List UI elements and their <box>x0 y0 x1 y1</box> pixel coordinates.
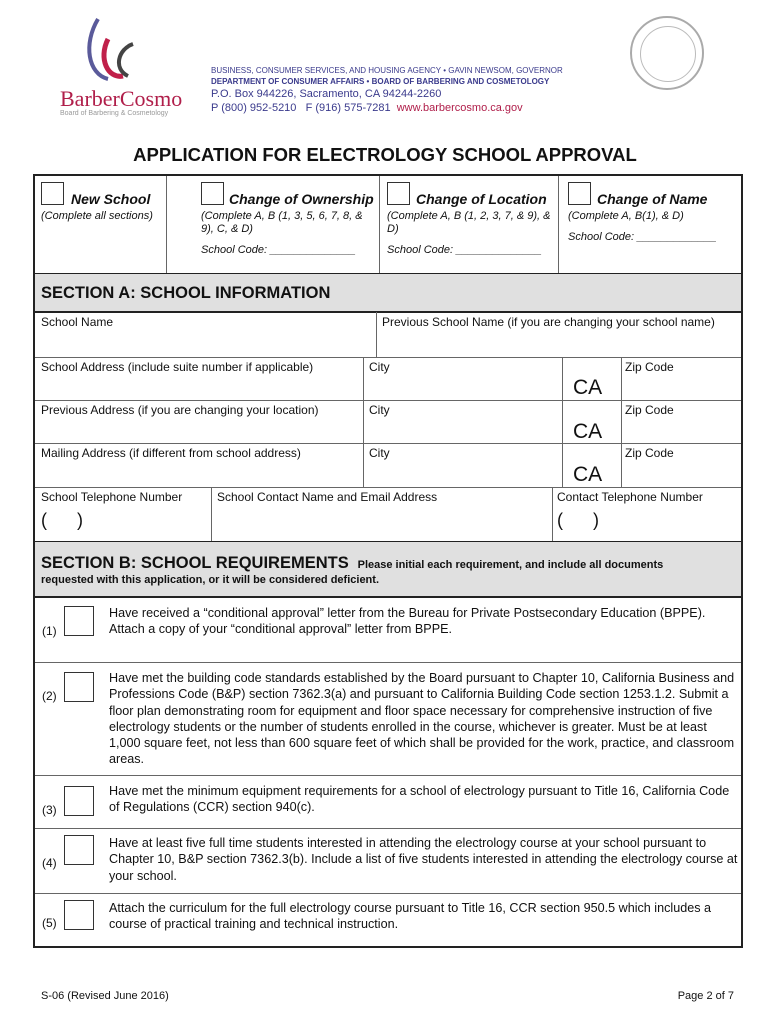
website-link[interactable]: www.barbercosmo.ca.gov <box>396 102 523 114</box>
section-b-header <box>41 554 663 573</box>
requirement-text: Have at least five full time students interested in attending the electrology course at your school pursuant to Chapter 10, B&P section 7362.3(b). Include a list of five students interested in attending the electrology course at your school. <box>109 836 738 883</box>
initial-box[interactable] <box>64 606 94 636</box>
change-ownership-checkbox[interactable] <box>201 182 224 205</box>
initial-box[interactable] <box>64 672 94 702</box>
option-note: (Complete A, B (1, 3, 5, 6, 7, 8, & 9), C, & D) <box>201 210 363 235</box>
requirement-text: Attach the curriculum for the full electrology course pursuant to Title 16, CCR section 950.5 which includes a course of practical training and technical instruction. <box>109 901 712 932</box>
state-value: CA <box>573 376 603 399</box>
logo-swirl-icon <box>78 14 148 84</box>
phone-area-code: ( ) <box>41 510 83 530</box>
requirement-item <box>35 663 741 775</box>
school-code-field[interactable]: School Code: _____________ <box>568 231 717 243</box>
previous-address-field[interactable]: Previous Address (if you are changing your location) <box>41 403 319 417</box>
section-b-note: Please initial each requirement, and include all documents <box>357 559 664 571</box>
new-school-checkbox[interactable] <box>41 182 64 205</box>
option-note: (Complete A, B(1), & D) <box>568 210 684 222</box>
school-code-field[interactable]: School Code: ______________ <box>201 244 356 256</box>
state-value: CA <box>573 420 603 443</box>
initial-box[interactable] <box>64 900 94 930</box>
contact-telephone-field[interactable]: Contact Telephone Number <box>557 490 703 504</box>
option-label: Change of Location <box>416 191 547 207</box>
requirement-number: (5) <box>42 916 57 930</box>
requirement-number: (2) <box>42 689 57 703</box>
zip-code-field[interactable]: Zip Code <box>625 360 674 374</box>
requirement-item <box>35 829 741 893</box>
phone-fax: P (800) 952-5210 F (916) 575-7281 <box>211 102 391 114</box>
mailing-address-field[interactable]: Mailing Address (if different from school address) <box>41 446 301 460</box>
zip-code-field[interactable]: Zip Code <box>625 403 674 417</box>
logo <box>78 14 148 84</box>
department-line: DEPARTMENT OF CONSUMER AFFAIRS • BOARD OF BARBERING AND COSMETOLOGY <box>211 77 550 86</box>
logo-text: BarberCosmo <box>60 86 183 111</box>
section-a-title: SECTION A: SCHOOL INFORMATION <box>41 284 331 302</box>
phone-line <box>211 101 563 115</box>
page-number: Page 2 of 7 <box>677 990 734 1002</box>
city-field[interactable]: City <box>369 403 390 417</box>
requirement-item <box>35 597 741 662</box>
address-line: P.O. Box 944226, Sacramento, CA 94244-2260 <box>211 88 442 100</box>
change-name-checkbox[interactable] <box>568 182 591 205</box>
previous-school-name-field[interactable]: Previous School Name (if you are changing your school name) <box>382 315 715 329</box>
city-field[interactable]: City <box>369 446 390 460</box>
option-label: Change of Name <box>597 191 708 207</box>
zip-code-field[interactable]: Zip Code <box>625 446 674 460</box>
requirement-text: Have met the building code standards established by the Board pursuant to Chapter 10, California Business and Professions Code (B&P) section 7362.3(a) and pursuant to California Building Code section 1253.1.2. Submit a floor plan demonstrating room for equipment and floor space necessary for comprehensive instruction of five electrology students or the number of students enrolled in the course, whichever is greater. Must be at least 1,000 square feet, not less than 600 square feet of which shall be provided for the work, practice, and classroom areas. <box>109 671 735 767</box>
school-name-field[interactable]: School Name <box>41 315 114 329</box>
requirement-item <box>35 776 741 828</box>
option-label: New School <box>71 191 151 207</box>
state-value: CA <box>573 463 603 486</box>
city-field[interactable]: City <box>369 360 390 374</box>
initial-box[interactable] <box>64 835 94 865</box>
school-telephone-field[interactable]: School Telephone Number <box>41 490 183 504</box>
phone-area-code: ( ) <box>557 510 599 530</box>
logo-subtitle: Board of Barbering & Cosmetology <box>60 110 169 117</box>
option-label: Change of Ownership <box>229 191 374 207</box>
initial-box[interactable] <box>64 786 94 816</box>
form-revision: S-06 (Revised June 2016) <box>41 990 169 1002</box>
page-title: APPLICATION FOR ELECTROLOGY SCHOOL APPROVAL <box>133 144 637 165</box>
change-location-checkbox[interactable] <box>387 182 410 205</box>
school-address-field[interactable]: School Address (include suite number if applicable) <box>41 360 314 374</box>
section-b-title: SECTION B: SCHOOL REQUIREMENTS <box>41 554 349 572</box>
school-code-field[interactable]: School Code: ______________ <box>387 244 542 256</box>
option-note: (Complete A, B (1, 2, 3, 7, & 9), & D) <box>387 210 551 235</box>
requirement-number: (3) <box>42 803 57 817</box>
agency-line: BUSINESS, CONSUMER SERVICES, AND HOUSING AGENCY • GAVIN NEWSOM, GOVERNOR <box>211 66 563 75</box>
contact-name-email-field[interactable]: School Contact Name and Email Address <box>217 490 438 504</box>
section-b-note-2: requested with this application, or it will be considered deficient. <box>41 574 379 586</box>
requirement-text: Have met the minimum equipment requirements for a school of electrology pursuant to Title 16, California Code of Regulations (CCR) section 940(c). <box>109 784 730 815</box>
requirement-text: Have received a “conditional approval” letter from the Bureau for Private Postsecondary Education (BPPE). Attach a copy of your “conditional approval” letter from BPPE. <box>109 606 706 637</box>
agency-block <box>211 65 563 115</box>
requirement-number: (1) <box>42 624 57 638</box>
requirement-item <box>35 894 741 948</box>
requirement-number: (4) <box>42 856 57 870</box>
option-note: (Complete all sections) <box>41 210 153 222</box>
state-seal <box>630 16 704 90</box>
application-form <box>33 174 743 948</box>
